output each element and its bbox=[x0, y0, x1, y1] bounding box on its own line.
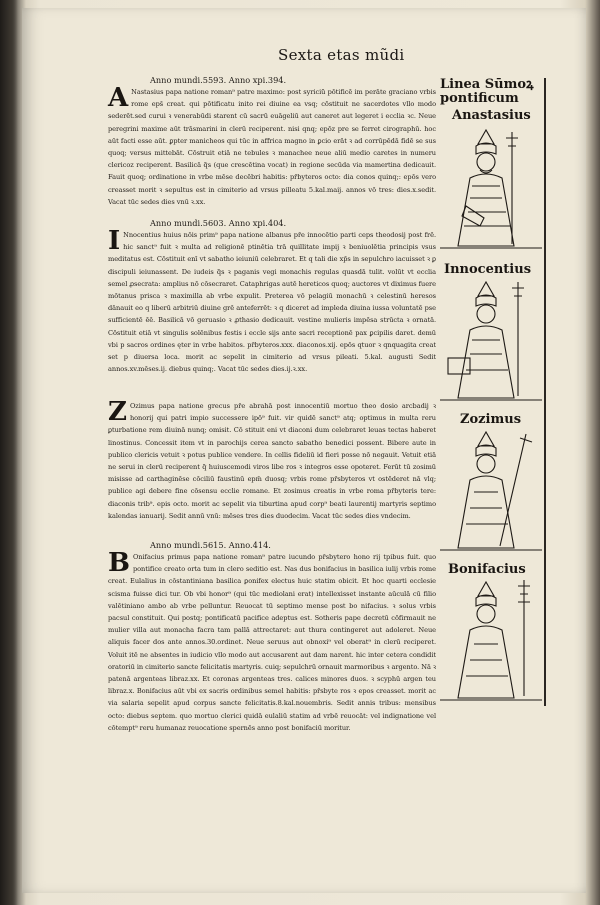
lineage-heading bbox=[440, 78, 546, 106]
entry-innocentius-text bbox=[108, 226, 436, 417]
pope-portrait-bonifacius bbox=[440, 578, 542, 704]
entry-year-line: Anno mundi.5603. Anno xpi.404. bbox=[150, 218, 287, 228]
pope-name-bonifacius: Bonifacius bbox=[448, 562, 526, 577]
column-rule bbox=[544, 78, 546, 706]
entry-body: Ozimus papa natione grecus pr̄e abrahā post innocentiū mortuo theo dosio arcbadij ꝛ honorij qui patri impio successere ipō⁹ fuit. vir quidē sanct⁹ atq; optimus in multa reru ꝑturbatione rem diuinā nunq; omisit. Cō stituit eni vt diaconi dum celebraret leuas tectas haberet linostinus. Concessit item vt in parochijs cerea sancto sabatho benedici possent. Bibere aute in publico clericis vetuit ꝛ potus publice vendere. In cellis fideliū id fieri posse nō negauit. Vetuit etiā ne serui in clerū reciperent q̃ huiuscemodi viros libe ros ꝛ integros esse opoteret. Ferūt tū zosimū misisse ad carthaginēse cōciliū faustinū epm̄ duosq; vrbis rome pr̄sbyteros vt ostēderet nā vlq; publice agi debere fine cōsensu ecclie romane. Et zosimus creatis in vrbe roma pr̄byteris tere: diaconis trib⁹. epis octo. morit ac sepelit via tiburtina apud corp⁹ beati laurentij martyris septimo kalendas ianuarij. Sedit annū vnū: mēses tres dies duodecim. Vacat tūc sedes dies vndecim. bbox=[108, 402, 436, 520]
entry-body: Nastasius papa natione roman⁹ patre maximo: post syriciũ pōtificē im perāte graciano vrbis rome eps̄ creat. qui pōtificatu inito rei diuine ea vsq; cōstituit ne sacerdotes vllo modo sederēt.sed curui ꝛ venerabūdi starent cū sacrū euāgeliū aut caneret aut legeret i ecclia ꝛc. Neue peregrini maxime aūt trāsmarini in clerū reciperent. nisi qnq; epōz pre se ferret cirographū. hoc aūt facti esse aūt. ꝑpter manicheos qui tūc in affrica magno in ꝑcio erāt ꝛ ad corrūpēdā fidē se sus quoq; versus mittebāt. Cōstruit etiā ne tebules ꝛ manachee neue aliū medio caretes in numeru clericoz reciperent. Basilicā q̃s (que crescētina vocat) in regione secūda via mamertina dedicauit. Fauit quoq; ordinatione in vrbe mēse decēbri habitis: pr̄byteros octo: dia conos quinq;: epōs vero creasset morit ꝛ sepultus est in cimiterio ad vrsus pilleatu 5.kal.maij. annos vō tres: dies.x.sedit. Vacat tūc sedes dies vnū ꝛ.xx. bbox=[108, 88, 436, 206]
entry-year-line: Anno mundi.5615. Anno.414. bbox=[150, 540, 271, 550]
lineage-heading-line1: Linea Sūmoꝝ bbox=[440, 77, 534, 92]
entry-body: Nnocentius huius nōis prim⁹ papa natione albanus pr̄e innocētio parti ceps theodosij post frē. hic sanct⁹ fuit ꝛ multa ad religionē ptinētia trā quillitate impij ꝛ beniuolētia principis vsus meditatus est. Cōstituit enī vt sabatho ieiuniū celebraret. Et q tali die xp̄s in sepulchro iacuisset ꝛ ꝑ discipuli ieiunassent. De iudeis q̃s ꝛ paganis vegi monachis regulas quasdā tulit. volūt vt ecclia semel ꝓsecrata: amplius nō cōsecraret. Cataphrigas autē hereticos quoq; auctores vt diximus fuere mōtanus prisca ꝛ maximilla ab vrbe expulit. Preterea vō pelagiū monachū ꝛ celestinū heresos dānauit eo q liberū arbitriū diuine grē anteferrēt: ꝛ q diceret ad impleda diuina iussa voluntatē pse sufficientē ēē. Basilicā vō geruasio ꝛ ꝓthasio dedicauit. vestine mulieris impēsa strūcta ꝛ ornatā. Cōstituit etiā vt singulis solēnibus festis i eccle sijs ante sacri receptionē pax ꝑcipilis daret. demū vbi p sacros ordines ęter in vrbe habitos. pr̄byteros.xxx. diaconos.xij. epōs qtuor ꝛ qnquagita creat set p diuersa loca. morit ac sepelit in cimiterio ad vrsus pileati. 5.kal. augusti Sedit annos.xv.mēses.ij. diebus quinq;. Vacat tūc sedes dies.ij.ꝛ.xx. bbox=[108, 231, 436, 374]
pope-name-innocentius: Innocentius bbox=[444, 262, 532, 277]
drop-initial: I bbox=[108, 226, 121, 256]
pope-portrait-zozimus bbox=[440, 428, 542, 554]
lineage-heading-line2: pontificum bbox=[440, 91, 519, 106]
pope-name-zozimus: Zozimus bbox=[460, 412, 522, 427]
pope-name-anastasius: Anastasius bbox=[452, 108, 531, 123]
pope-portrait-innocentius bbox=[440, 278, 542, 404]
book-gutter bbox=[0, 0, 18, 905]
entry-anastasius-text bbox=[108, 83, 436, 236]
entry-zozimus-text bbox=[108, 397, 436, 540]
drop-initial: Z bbox=[108, 397, 127, 427]
drop-initial: A bbox=[108, 83, 129, 113]
running-head: Sexta etas mũdi bbox=[278, 46, 405, 64]
drop-initial: B bbox=[108, 548, 130, 578]
entry-bonifacius-text bbox=[108, 548, 436, 732]
entry-body: Onifacius primus papa natione roman⁹ patre iucundo pr̄sbytero hono rij tpibus fuit. quo pontifice creato orta tum in clero seditio est. Nas dus bonifacius in basilica iulij vrbis rome creat. Eulalius in cōstantiniana basilica ꝑonifex electus huic statim obicit. Et hoc quarti ecclesie scisma fuisse dici tur. Ob vbi honor⁹ (qui tūc mediolani erat) intellexisset instante aūculā cū filio valētiniano ambo ab vrbe pelluntur. Reuocat tū septimo mense post bo nifacius. ꝛ solus vrbis pacsul constituit. Qui postq; pontificatū pacifice adeptus est. Sotheris pape decretū cōfirmauit ne mulier villa aut monacha facra tam pallā attrectaret: aut thura contingeret aut adoleret. Neue aliquis facer dos ante annos.30.ordinet. Neue seruus aut obnoxi⁹ vel oberat⁹ in clerū reciperet. Voluit itē ne absentes in iudicio vllo modo aut accusarent aut dam narent. hic inter cetera condidit oratoriū in cimiterio sancte felicitatis martyris. cuiq; sepulchrū ornauit marmoribus ꝛ argento. Nā ꝛ patenā argenteas libraz.xx. Et coronas argenteas tres. calices minores duos. ꝛ scyphū argen teu libraz.x. Bonifacius aūt vbi ex sacris ordinibus semel habitis: pr̄sbyte ros ꝛ epos creasset. morit ac via salaria sepelit apud corpus sancte felicitatis.8.kal.nouembris. Sedit annis tribus: mensibus octo: diebus septem. quo mortuo clerici quidā eulaliū statim ad vrbē reuocāt: vel indignatione vel cōtempt⁹ reru humanaz reuocatione spernēs anno post bonifaciū moritur. bbox=[108, 553, 436, 732]
pope-portrait-anastasius bbox=[440, 126, 542, 252]
entry-year-line: Anno mundi.5593. Anno xpi.394. bbox=[150, 75, 287, 85]
